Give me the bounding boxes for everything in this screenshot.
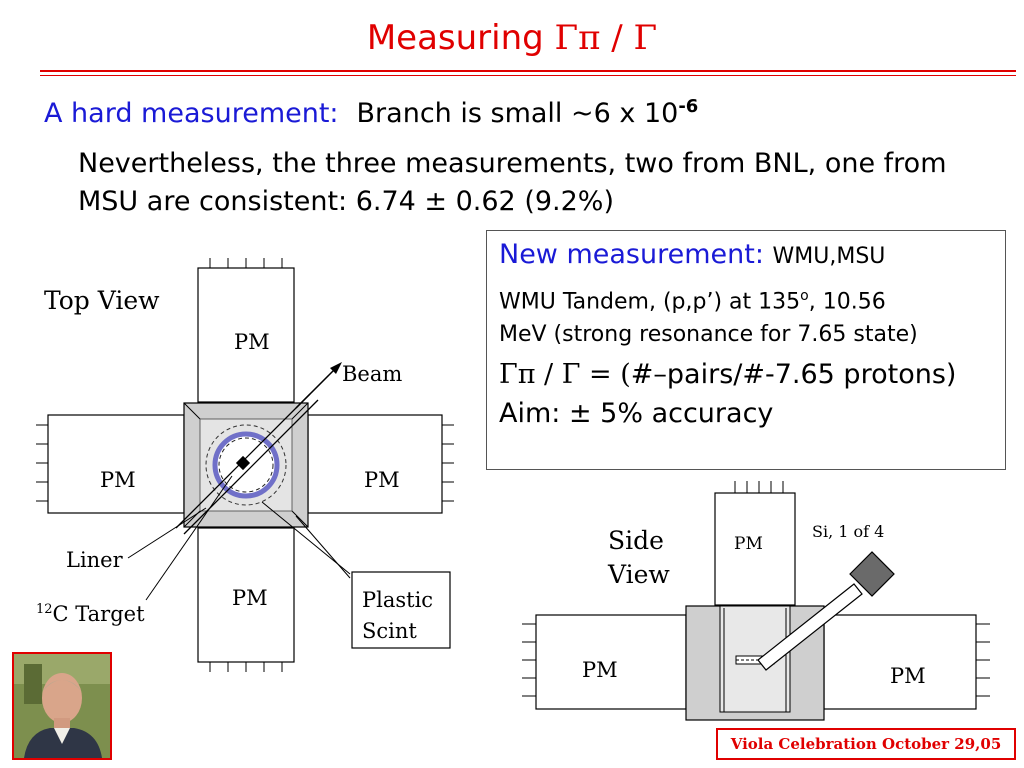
- left-pm-label: PM: [100, 468, 136, 492]
- subtitle-rest: Branch is small ~6 x 10: [356, 98, 679, 129]
- ratio-text: pairs/#-7.65 protons): [666, 359, 957, 391]
- tandem-line-post: , 10.56: [808, 289, 886, 315]
- new-measurement-title: New measurement:: [499, 239, 764, 270]
- right-pm-label: PM: [364, 468, 400, 492]
- consistency-paragraph: Nevertheless, the three measurements, two from BNL, one from MSU are consistent: 6.74 ± 0.62 (9.2%): [78, 148, 947, 217]
- slide-title: [0, 18, 1024, 58]
- side-view-label: [608, 524, 670, 592]
- scint-label-line2: Scint: [362, 619, 417, 643]
- side-right-pm: [824, 615, 990, 709]
- liner-label: Liner: [66, 548, 123, 572]
- top-view-label: Top View: [44, 286, 160, 315]
- title-symbol: Γπ / Γ: [554, 18, 658, 58]
- ratio-symbol: Γπ / Γ = (#–: [499, 359, 667, 391]
- beam-label: Beam: [342, 362, 403, 386]
- target-label: [36, 602, 145, 626]
- side-chamber: [686, 606, 824, 720]
- tandem-line: [499, 280, 993, 318]
- target-isotope: 12: [36, 602, 53, 617]
- scint-label-line1: Plastic: [362, 588, 434, 612]
- title-rule: [40, 70, 1016, 76]
- bottom-pm-label: PM: [232, 586, 268, 610]
- title-text: Measuring: [366, 18, 544, 58]
- target-name: C Target: [52, 602, 145, 626]
- side-view-diagram: [510, 476, 1010, 726]
- subtitle-exponent: -6: [678, 96, 699, 117]
- degree-mark: o: [800, 288, 809, 304]
- resonance-line: MeV (strong resonance for 7.65 state): [499, 322, 918, 348]
- new-measurement-institutions: WMU,MSU: [772, 244, 886, 269]
- new-measurement-details: [499, 280, 993, 351]
- side-view-label-line1: Side: [608, 526, 664, 555]
- subtitle: [44, 96, 698, 129]
- side-right-pm-label: PM: [890, 664, 926, 688]
- scint-label: [362, 585, 433, 647]
- tandem-line-pre: WMU Tandem, (p,p’) at 135: [499, 289, 801, 315]
- ratio-formula: [499, 359, 993, 390]
- side-top-pm-label: PM: [734, 534, 763, 554]
- side-view-label-line2: View: [608, 560, 670, 589]
- side-left-pm-label: PM: [582, 658, 618, 682]
- aim-line: Aim: ± 5% accuracy: [499, 398, 774, 430]
- speaker-photo: [12, 652, 112, 760]
- new-measurement-heading: [499, 239, 993, 270]
- scint-leader-2: [296, 516, 350, 578]
- left-pm: [36, 415, 184, 513]
- liner-leader: [128, 508, 206, 558]
- new-measurement-box: [486, 230, 1006, 470]
- subtitle-lead: A hard measurement:: [44, 98, 339, 129]
- si-label: Si, 1 of 4: [812, 522, 885, 541]
- top-pm-label: PM: [234, 330, 270, 354]
- portrait-graphic: [14, 654, 110, 758]
- right-pm: [308, 415, 454, 513]
- footer-caption: Viola Celebration October 29,05: [716, 728, 1016, 760]
